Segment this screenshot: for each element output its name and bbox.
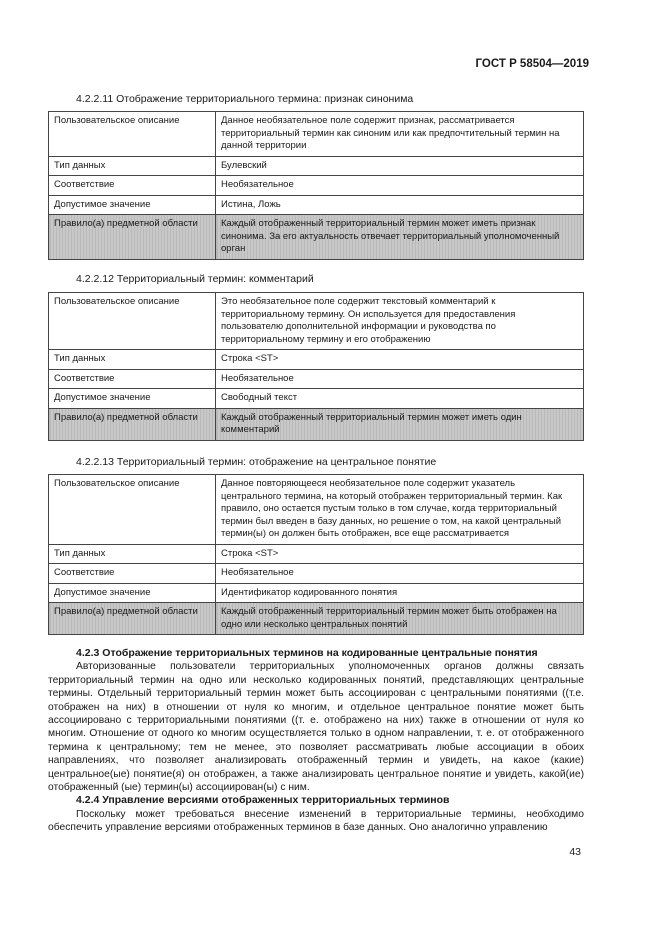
table-row-domain-rule xyxy=(49,603,584,635)
row-value: Строка <ST> xyxy=(216,350,584,370)
section-title-4-2-2-13: 4.2.2.13 Территориальный термин: отображение на центральное понятие xyxy=(76,456,437,468)
row-label: Правило(а) предметной области xyxy=(49,408,216,440)
row-label: Тип данных xyxy=(49,350,216,370)
clause-paragraph-4-2-3: Авторизованные пользователи территориальных уполномоченных органов должны связать территориальный термин на одно или несколько кодированных понятий, представляющих центральные термины. Отдельный территориальный термин может быть ассоциирован с центральными понятиями ((т.е. отображен на них) в отношении от нуля ко многим, и отдельное центральное понятие может быть ассоциировано с территориальными понятиями ((т. е. отображено на них) также в отношении от нуля ко многим. Отношение от одного ко многим осуществляется только в одном направлении, т. е. от отображенного термина к центральному; тем не менее, это позволяет рассматривать любые ассоциации в обоих направлениях, что позволяет анализировать отображенный термин и увидеть, на какое (какие) центральное(ые) понятие(я) он отображен, а также анализировать центральное понятие и увидеть, какой(ие) отображенный (ые) термин(ы) ассоциирован(ы) с ним. xyxy=(48,661,584,794)
row-value: Каждый отображенный территориальный термин может быть отображен на одно или несколько центральных понятий xyxy=(216,603,584,635)
spec-table-synonym-flag xyxy=(48,111,584,260)
document-standard-header: ГОСТ Р 58504—2019 xyxy=(475,58,589,70)
table-row-domain-rule xyxy=(49,215,584,260)
clause-heading-4-2-3: 4.2.3 Отображение территориальных терминов на кодированные центральные понятия xyxy=(76,647,538,659)
row-label: Правило(а) предметной области xyxy=(49,215,216,260)
table-row xyxy=(49,112,584,157)
row-label: Допустимое значение xyxy=(49,389,216,409)
row-label: Пользовательское описание xyxy=(49,293,216,350)
table-row xyxy=(49,369,584,389)
table-row xyxy=(49,156,584,176)
table-row xyxy=(49,475,584,545)
table-row xyxy=(49,350,584,370)
row-label: Соответствие xyxy=(49,369,216,389)
clause-heading-4-2-4: 4.2.4 Управление версиями отображенных территориальных терминов xyxy=(76,794,450,807)
row-value: Истина, Ложь xyxy=(216,195,584,215)
row-label: Соответствие xyxy=(49,176,216,196)
spec-table-central-concept-mapping xyxy=(48,474,584,635)
row-value: Каждый отображенный территориальный термин может иметь признак синонима. За его актуальность отвечает территориальный уполномоченный орган xyxy=(216,215,584,260)
row-value: Данное повторяющееся необязательное поле содержит указатель центрального термина, на который отображен территориальный термин. Как правило, оно остается пустым только в том случае, когда территориальный термин был введен в базу данных, но решение о том, на какой центральный термин(ы) он должен быть отображен, все еще рассматривается xyxy=(216,475,584,545)
row-label: Правило(а) предметной области xyxy=(49,603,216,635)
row-label: Тип данных xyxy=(49,156,216,176)
row-label: Допустимое значение xyxy=(49,583,216,603)
row-value: Каждый отображенный территориальный термин может иметь один комментарий xyxy=(216,408,584,440)
section-title-4-2-2-11: 4.2.2.11 Отображение территориального термина: признак синонима xyxy=(76,93,414,105)
table-row xyxy=(49,389,584,409)
table-row xyxy=(49,544,584,564)
row-value: Это необязательное поле содержит текстовый комментарий к территориальному термину. Он используется для предоставления пользователю дополнительной информации и руководства по территориальному термину и его отображению xyxy=(216,293,584,350)
section-title-4-2-2-12: 4.2.2.12 Территориальный термин: комментарий xyxy=(76,273,314,285)
row-label: Пользовательское описание xyxy=(49,475,216,545)
body-text xyxy=(48,647,584,835)
row-value: Необязательное xyxy=(216,176,584,196)
row-value: Идентификатор кодированного понятия xyxy=(216,583,584,603)
table-row xyxy=(49,583,584,603)
row-label: Допустимое значение xyxy=(49,195,216,215)
spec-table-comment xyxy=(48,292,584,441)
row-value: Свободный текст xyxy=(216,389,584,409)
row-value: Строка <ST> xyxy=(216,544,584,564)
table-row xyxy=(49,195,584,215)
page-number: 43 xyxy=(569,846,581,858)
clause-paragraph-4-2-4: Поскольку может требоваться внесение изменений в территориальные термины, необходимо обеспечить управление версиями отображенных терминов в базе данных. Оно аналогично управлению xyxy=(48,808,584,834)
row-value: Необязательное xyxy=(216,369,584,389)
row-label: Тип данных xyxy=(49,544,216,564)
row-value: Необязательное xyxy=(216,564,584,584)
row-value: Данное необязательное поле содержит признак, рассматривается территориальный термин как синоним или как предпочтительный термин на данной территории xyxy=(216,112,584,157)
table-row xyxy=(49,564,584,584)
table-row-domain-rule xyxy=(49,408,584,440)
table-row xyxy=(49,293,584,350)
row-label: Соответствие xyxy=(49,564,216,584)
row-value: Булевский xyxy=(216,156,584,176)
table-row xyxy=(49,176,584,196)
row-label: Пользовательское описание xyxy=(49,112,216,157)
